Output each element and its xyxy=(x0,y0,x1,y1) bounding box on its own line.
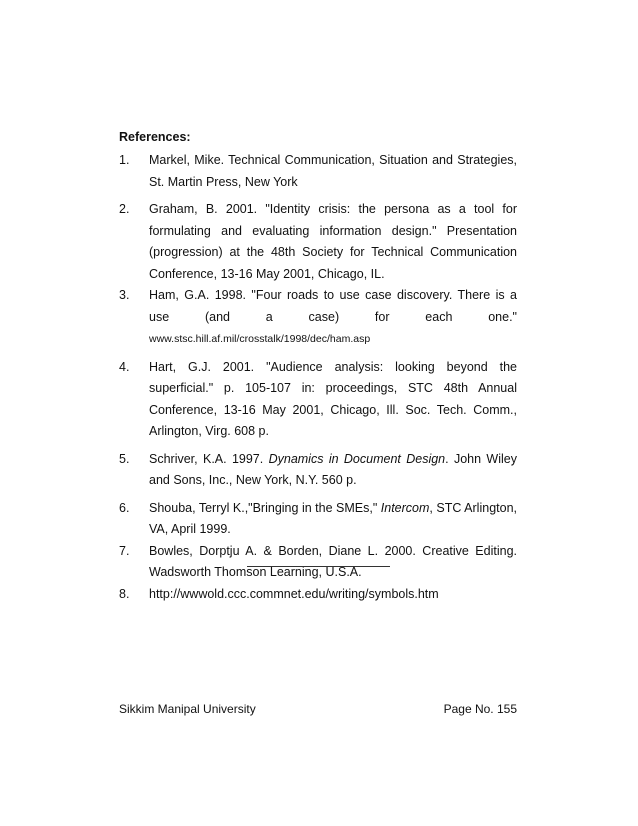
reference-author: Schriver, K.A. 1997. xyxy=(149,451,269,466)
reference-publisher: , STC Arlington, VA, April 1999. xyxy=(149,500,517,536)
reference-url: http://wwwold.ccc.commnet.edu/writing/symbols.htm xyxy=(149,586,439,601)
reference-number: 8. xyxy=(119,586,130,601)
reference-author: Shouba, Terryl K.,"Bringing in the SMEs," xyxy=(149,500,381,515)
reference-text: Markel, Mike. Technical Communication, Situation and Strategies, St. Martin Press, New York xyxy=(149,153,517,189)
reference-number: 4. xyxy=(119,359,130,374)
reference-text xyxy=(149,285,517,351)
reference-number: 5. xyxy=(119,451,130,466)
divider-line xyxy=(247,566,390,567)
reference-text: Hart, G.J. 2001. "Audience analysis: looking beyond the superficial." p. 105-107 in: proceedings, STC 48th Annual Conference, 13-16 May 2001, Chicago, Ill. Soc. Tech. Comm., Arlington, Virg. 608 p. xyxy=(149,359,517,438)
reference-text: Bowles, Dorptju A. & Borden, Diane L. 2000. Creative Editing. Wadsworth Thomson Learning, U.S.A. xyxy=(149,543,517,579)
reference-item xyxy=(119,199,517,285)
reference-text xyxy=(149,449,517,492)
reference-item xyxy=(119,449,517,492)
reference-title-italic: Intercom xyxy=(380,500,430,515)
reference-number: 2. xyxy=(119,202,130,216)
reference-item xyxy=(119,498,517,541)
reference-title-italic: Dynamics in Document Design xyxy=(268,451,446,466)
reference-item xyxy=(119,150,517,193)
reference-item xyxy=(119,357,517,443)
footer-institution: Sikkim Manipal University xyxy=(119,702,256,716)
reference-number: 7. xyxy=(119,543,130,558)
reference-item xyxy=(119,541,517,584)
reference-text-main: Ham, G.A. 1998. "Four roads to use case discovery. There is a use (and a case) for each one." xyxy=(149,288,517,324)
reference-publisher: . John Wiley and Sons, Inc., New York, N.Y. 560 p. xyxy=(149,451,517,487)
reference-number: 6. xyxy=(119,500,130,515)
reference-list xyxy=(119,150,517,605)
reference-number: 1. xyxy=(119,153,130,167)
reference-item xyxy=(119,285,517,351)
reference-text: Graham, B. 2001. "Identity crisis: the persona as a tool for formulating and evaluating information design." Presentation (progression) at the 48th Society for Technical Communication Conference, 13-16 May 2001, Chicago, IL. xyxy=(149,202,517,281)
reference-url: www.stsc.hill.af.mil/crosstalk/1998/dec/ham.asp xyxy=(149,333,371,345)
references-heading: References: xyxy=(119,130,191,144)
reference-item xyxy=(119,584,517,606)
reference-text xyxy=(149,498,517,541)
reference-number: 3. xyxy=(119,288,130,302)
footer-page-number: Page No. 155 xyxy=(443,702,517,716)
